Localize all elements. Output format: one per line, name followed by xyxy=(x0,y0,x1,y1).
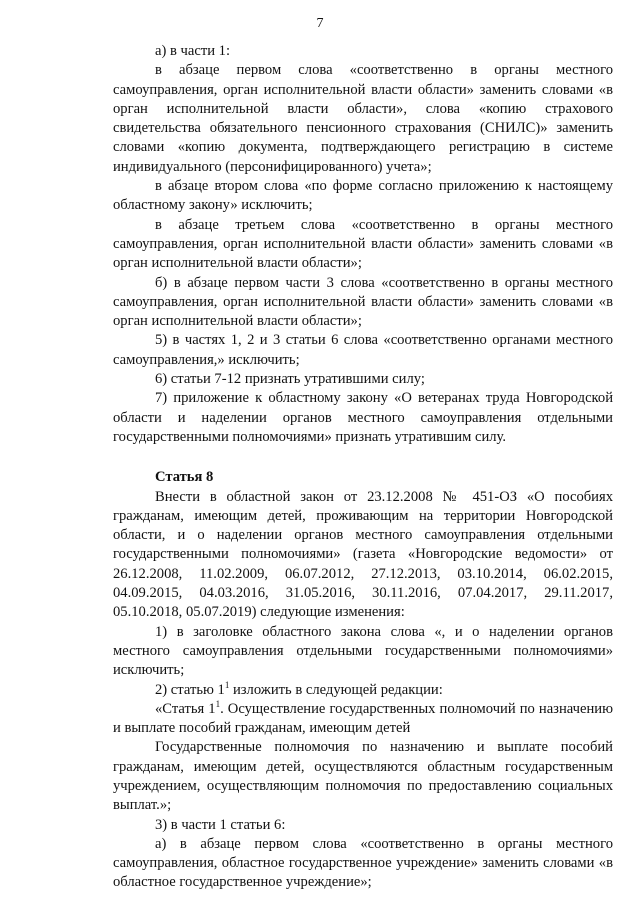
article-8-intro: Внести в областной закон от 23.12.2008 № 451-ОЗ «О пособиях гражданам, имеющим детей, проживающим на территории Новгородской области, и о наделении органов местного самоуправления отдельными государственными полномочиями» (газета «Новгородские ведомости» от 26.12.2008, 11.02.2009, 06.07.2012, 27.12.2013, 03.10.2014, 06.02.2015, 04.09.2015, 04.03.2016, 31.05.2016, 30.11.2016, 07.04.2017, 29.11.2017, 05.10.2018, 05.07.2019) следующие изменения: xyxy=(113,488,613,621)
document-body xyxy=(113,42,613,893)
page-number: 7 xyxy=(316,16,324,31)
quoted-article-title xyxy=(113,700,613,739)
item-2-superscript: 1 xyxy=(224,679,230,690)
item-2-text-start: 2) статью 1 xyxy=(155,681,225,698)
quoted-article-body: Государственные полномочия по назначению и выплате пособий гражданам, имеющим детей, осуществляются областным государственным учреждением, осуществляющим полномочия по предоставлению социальных выплат.»; xyxy=(113,739,613,814)
quoted-title-start: «Статья 1 xyxy=(155,700,216,717)
paragraph-a-part1: а) в части 1: xyxy=(155,43,231,59)
paragraph-b-part3: б) в абзаце первом части 3 слова «соответственно в органы местного самоуправления, орган исполнительной власти области» заменить словами «в орган исполнительной власти области»; xyxy=(113,274,613,330)
article-8-item-2 xyxy=(113,681,613,700)
paragraph-second-abzac: в абзаце втором слова «по форме согласно приложению к настоящему областному закону» исключить; xyxy=(113,178,613,214)
paragraph-item-6: 6) статьи 7-12 признать утратившими силу; xyxy=(155,371,425,388)
paragraph-item-5: 5) в частях 1, 2 и 3 статьи 6 слова «соответственно органами местного самоуправления,» исключить; xyxy=(113,332,613,368)
quoted-title-end: . Осуществление государственных полномочий по назначению и выплате пособий гражданам, имеющим детей xyxy=(113,700,613,737)
section-gap xyxy=(113,447,613,468)
item-2-text-end: изложить в следующей редакции: xyxy=(229,681,443,698)
article-8-item-3a: а) в абзаце первом слова «соответственно в органы местного самоуправления, областное государственное учреждение» заменить словами «в областное государственное учреждение»; xyxy=(113,835,613,891)
article-8-item-1: 1) в заголовке областного закона слова «, и о наделении органов местного самоуправления отдельными государственными полномочиями» исключить; xyxy=(113,623,613,679)
article-8-item-3: 3) в части 1 статьи 6: xyxy=(155,816,286,833)
paragraph-first-abzac: в абзаце первом слова «соответственно в органы местного самоуправления, орган исполнительной власти области» заменить словами «в орган исполнительной власти области», слова «копию страхового свидетельства обязательного пенсионного страхования (СНИЛС)» заменить словами «копию документа, подтверждающего регистрацию в системе индивидуального (персонифицированного) учета»; xyxy=(113,62,613,175)
quoted-title-superscript: 1 xyxy=(215,698,221,709)
paragraph-item-7: 7) приложение к областному закону «О ветеранах труда Новгородской области и наделении органов местного самоуправления отдельными государственными полномочиями» признать утратившим силу. xyxy=(113,390,613,445)
paragraph-third-abzac: в абзаце третьем слова «соответственно в органы местного самоуправления, орган исполнительной власти области» заменить словами «в орган исполнительной власти области»; xyxy=(113,216,613,272)
article-8-heading: Статья 8 xyxy=(155,469,214,486)
